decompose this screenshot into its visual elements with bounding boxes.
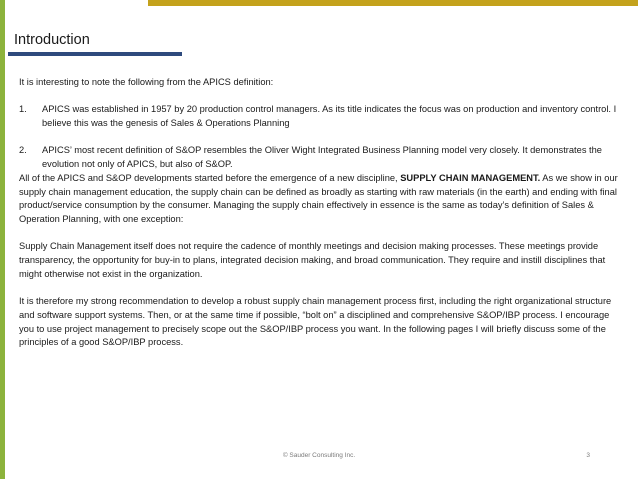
spacer [19, 131, 624, 145]
spacer [19, 90, 624, 104]
paragraph-text: As we show in our supply chain management education, the supply chain can be defined as broadly as starting with raw materials (in the earth) and ending with final product/service consumption by the consumer. Managing the supply chain effectively in essence is the same as today’s definition of Sales & Operation Planning, with one exception: [19, 172, 618, 224]
footer-copyright: © Sauder Consulting Inc. [282, 452, 356, 459]
paragraph-scm-cadence: Supply Chain Management itself does not require the cadence of monthly meetings and decision making processes. These meetings provide transparency, the opportunity for buy-in to plans, integrated decision making, and broad communication. They require and instill disciplines that might otherwise not exist in the organization. [19, 241, 606, 279]
paragraph-recommendation: It is therefore my strong recommendation to develop a robust supply chain management process first, including the right organizational structure and software support systems. Then, or at the same time if possible, “bolt on” a disciplined and comprehensive S&OP/IBP process. I encourage you to use project management to precisely scope out the S&OP/IBP process you want. In the following pages I will briefly discuss some of the principles of a good S&OP/IBP process. [19, 296, 612, 348]
top-accent-bar [148, 0, 638, 6]
list-text: APICS was established in 1957 by 20 production control managers. As its title indicates the focus was on production and inventory control. I believe this was the genesis of Sales & Operations Planning [42, 104, 617, 129]
list-text: APICS’ most recent definition of S&OP resembles the Oliver Wight Integrated Business Planning model very closely. It demonstrates the evolution not only of APICS, but also of S&OP. [42, 145, 602, 170]
list-number: 2. [19, 145, 27, 156]
left-accent-bar [0, 0, 5, 479]
emphasis-supply-chain-management: SUPPLY CHAIN MANAGEMENT. [400, 172, 541, 183]
spacer [19, 282, 624, 296]
paragraph-text: All of the APICS and S&OP developments started before the emergence of a new discipline, [19, 172, 401, 183]
spacer [19, 227, 624, 241]
list-number: 1. [19, 104, 27, 115]
footer-page-number: 3 [586, 452, 590, 459]
slide-content [19, 76, 624, 350]
list-item [19, 103, 624, 130]
intro-text: It is interesting to note the following from the APICS definition: [19, 77, 274, 87]
slide-title: Introduction [14, 32, 90, 48]
list-item [19, 144, 624, 171]
title-underline [8, 52, 182, 56]
paragraph-supply-chain [19, 172, 624, 227]
